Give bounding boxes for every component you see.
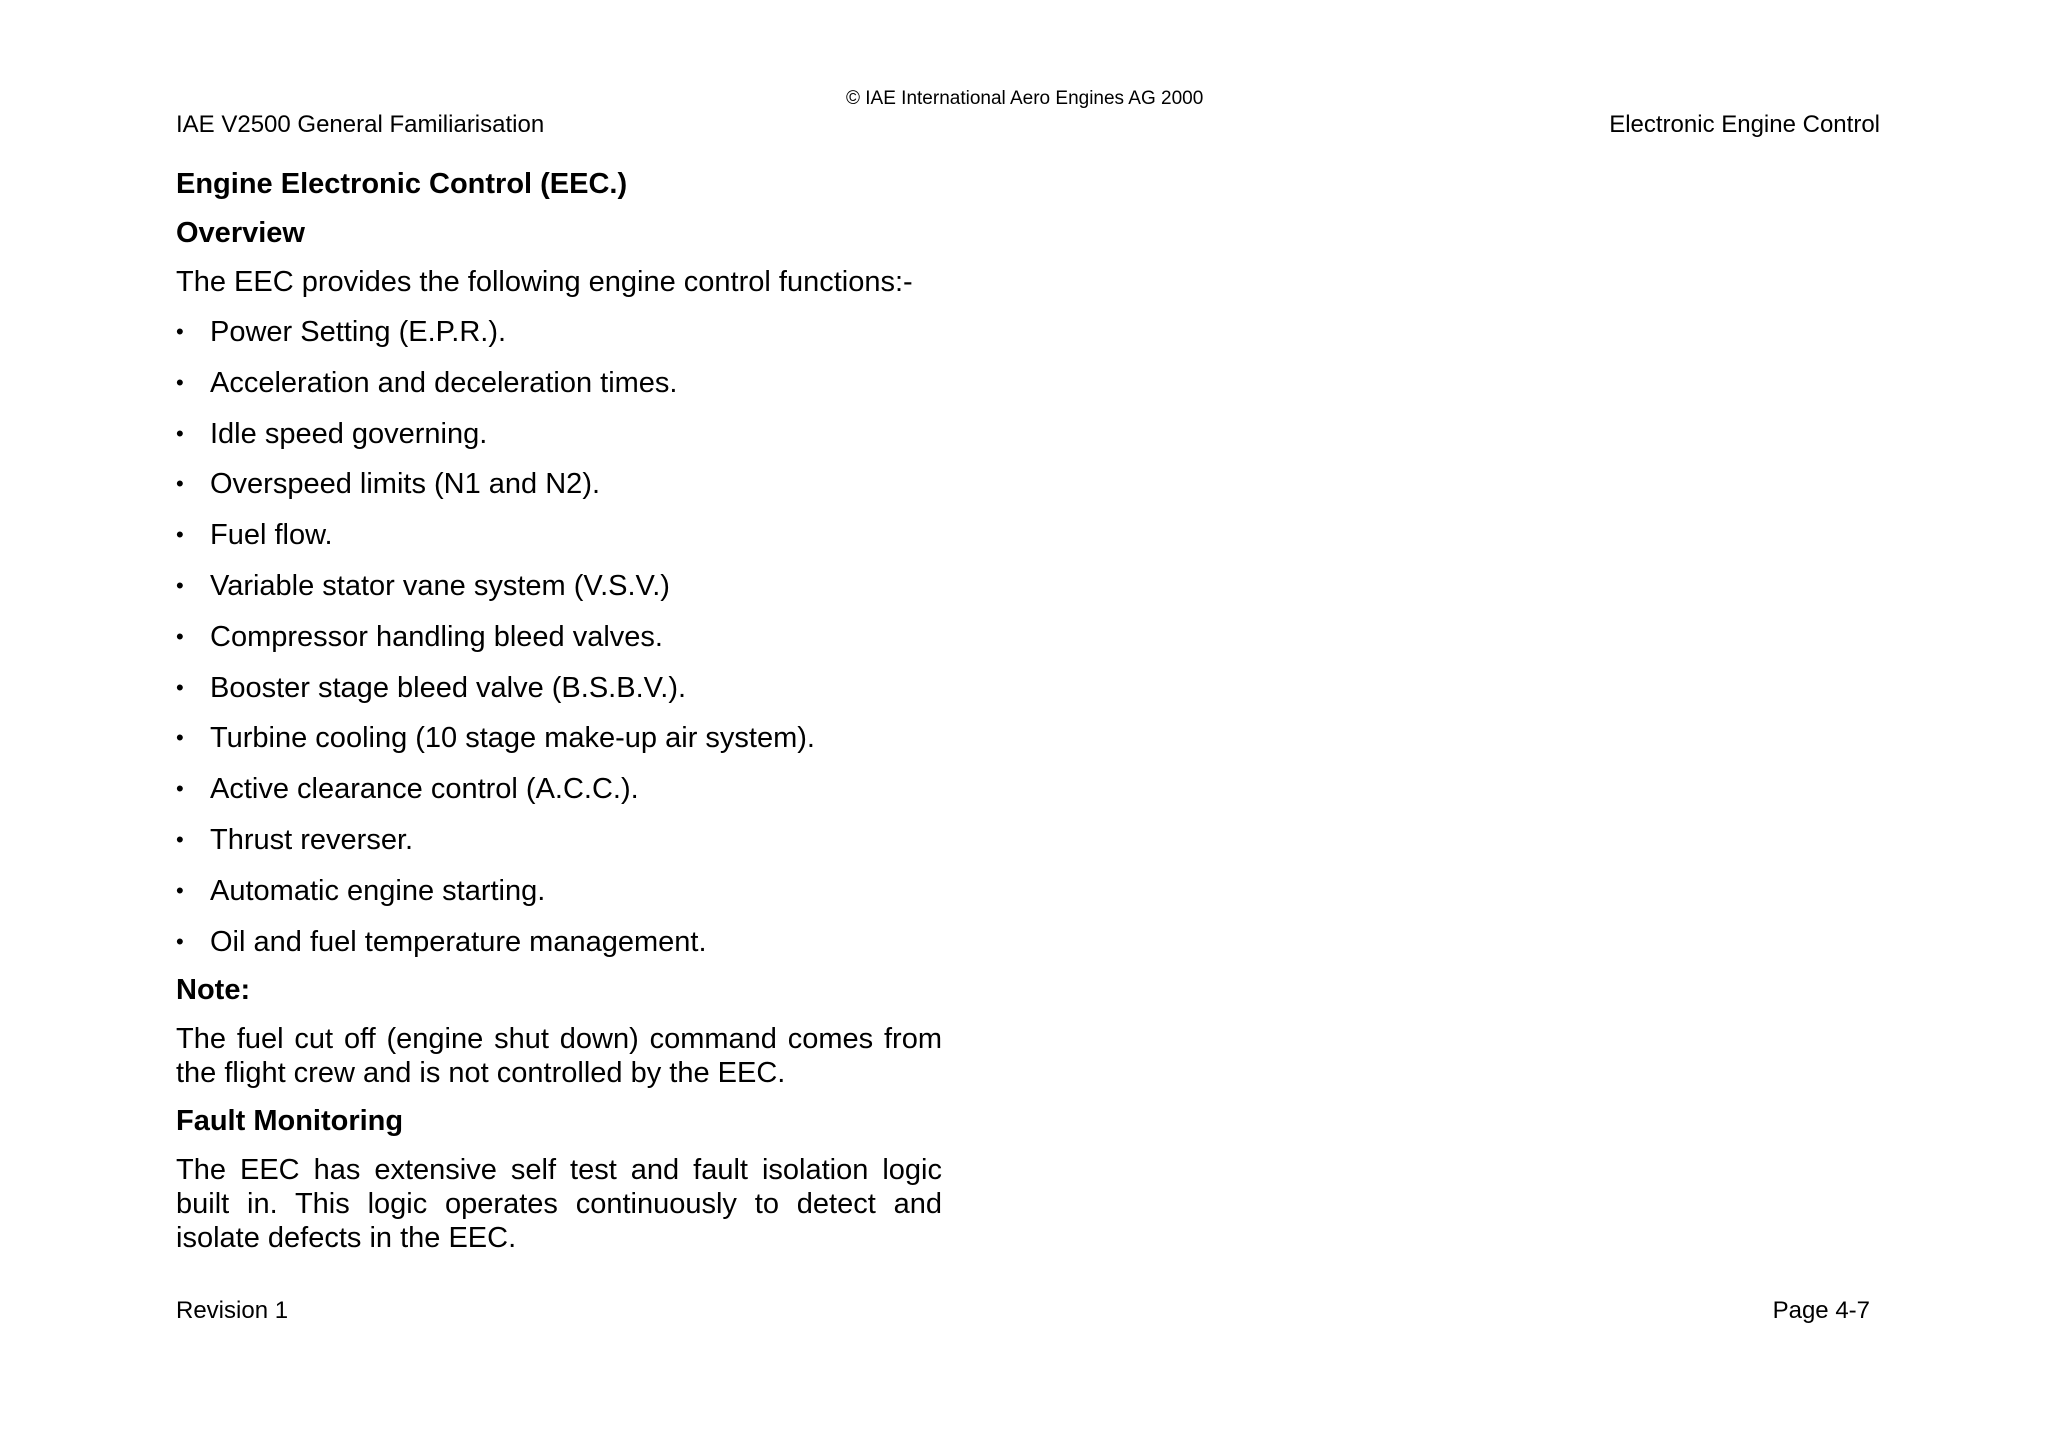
bullet-icon: • xyxy=(176,826,184,852)
list-item-text: Compressor handling bleed valves. xyxy=(210,620,663,653)
intro-text: The EEC provides the following engine control functions:- xyxy=(176,266,913,298)
list-item-text: Variable stator vane system (V.S.V.) xyxy=(210,569,670,602)
page-title: Engine Electronic Control (EEC.) xyxy=(176,168,628,200)
list-item xyxy=(176,873,815,924)
list-item-text: Automatic engine starting. xyxy=(210,874,546,907)
list-item-text: Turbine cooling (10 stage make-up air system). xyxy=(210,722,815,755)
list-item-text: Acceleration and deceleration times. xyxy=(210,366,678,399)
list-item-text: Idle speed governing. xyxy=(210,417,488,450)
bullet-icon: • xyxy=(176,522,184,548)
list-item xyxy=(176,924,815,975)
list-item xyxy=(176,517,815,568)
list-item-text: Active clearance control (A.C.C.). xyxy=(210,773,639,806)
bullet-icon: • xyxy=(176,471,184,497)
header-section-title: Electronic Engine Control xyxy=(1609,111,1880,138)
bullet-icon: • xyxy=(176,725,184,751)
bullet-icon: • xyxy=(176,674,184,700)
function-list xyxy=(176,314,815,974)
list-item xyxy=(176,568,815,619)
bullet-icon: • xyxy=(176,369,184,395)
list-item xyxy=(176,720,815,771)
bullet-icon: • xyxy=(176,877,184,903)
fault-monitoring-paragraph: The EEC has extensive self test and fault isolation logic built in. This logic operates continuously to detect and isolate defects in the EEC. xyxy=(176,1154,942,1254)
list-item-text: Overspeed limits (N1 and N2). xyxy=(210,468,601,501)
header-document-title: IAE V2500 General Familiarisation xyxy=(176,111,545,138)
copyright-notice: © IAE International Aero Engines AG 2000 xyxy=(846,88,1204,109)
list-item xyxy=(176,619,815,670)
note-heading: Note: xyxy=(176,974,251,1006)
bullet-icon: • xyxy=(176,319,184,344)
note-paragraph: The fuel cut off (engine shut down) command comes from the flight crew and is not controlled by the EEC. xyxy=(176,1023,942,1089)
list-item xyxy=(176,365,815,416)
list-item xyxy=(176,670,815,721)
list-item-text: Power Setting (E.P.R.). xyxy=(210,316,507,348)
list-item xyxy=(176,466,815,517)
bullet-icon: • xyxy=(176,928,184,954)
list-item-text: Booster stage bleed valve (B.S.B.V.). xyxy=(210,671,687,704)
list-item xyxy=(176,314,815,365)
section-heading-fault-monitoring: Fault Monitoring xyxy=(176,1105,404,1137)
section-heading-overview: Overview xyxy=(176,217,305,249)
bullet-icon: • xyxy=(176,776,184,802)
bullet-icon: • xyxy=(176,420,184,446)
bullet-icon: • xyxy=(176,623,184,649)
list-item xyxy=(176,822,815,873)
list-item-text: Fuel flow. xyxy=(210,519,333,552)
footer-page-number: Page 4-7 xyxy=(1772,1297,1870,1324)
list-item-text: Thrust reverser. xyxy=(210,823,414,856)
footer-revision: Revision 1 xyxy=(176,1297,289,1324)
list-item-text: Oil and fuel temperature management. xyxy=(210,925,707,958)
bullet-icon: • xyxy=(176,572,184,598)
list-item xyxy=(176,416,815,467)
list-item xyxy=(176,771,815,822)
